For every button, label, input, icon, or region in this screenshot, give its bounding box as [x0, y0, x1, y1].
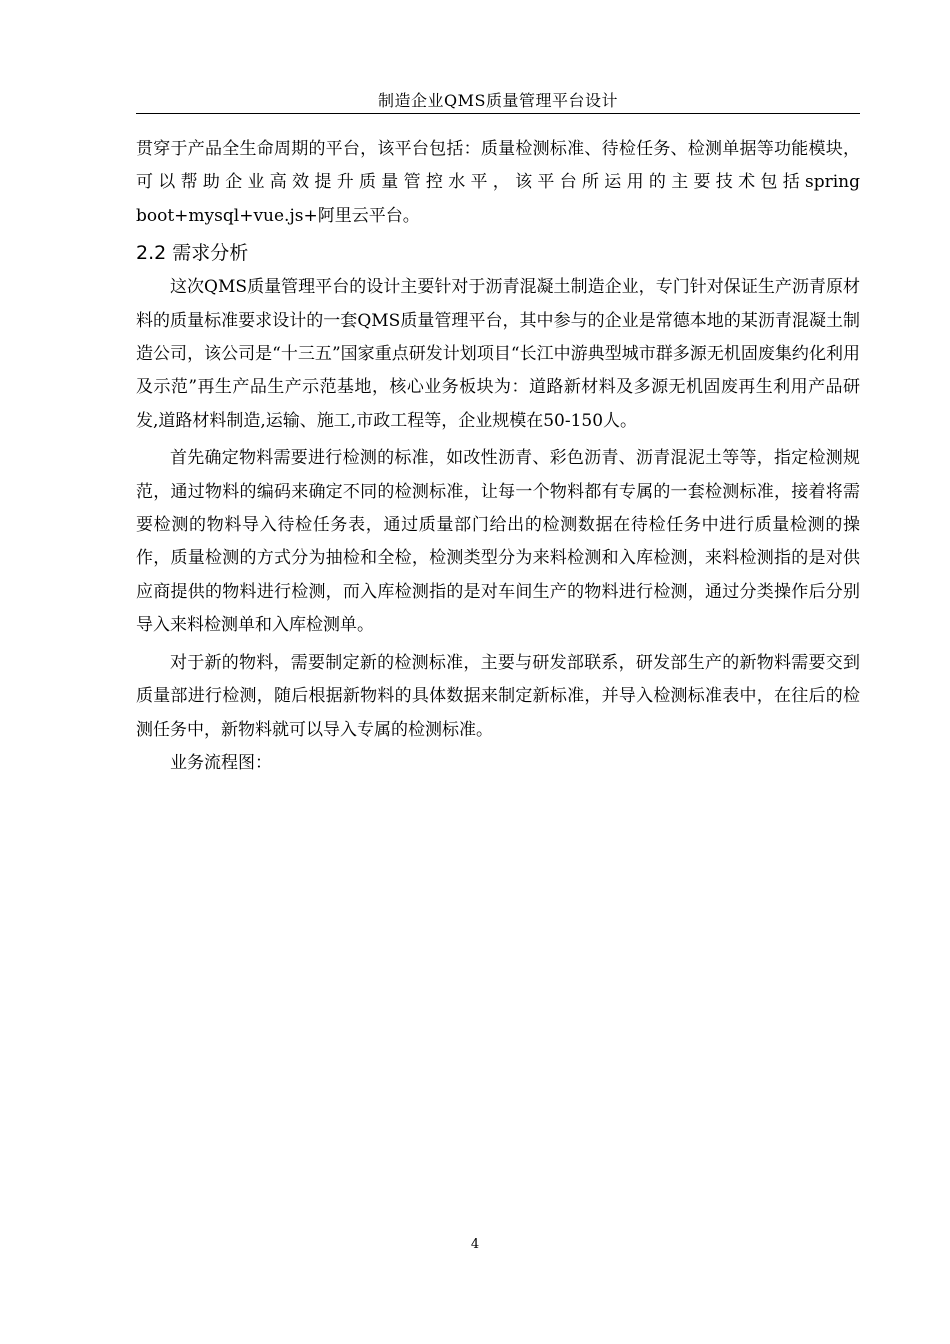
running-header: [136, 89, 860, 114]
section-heading: 2.2 需求分析: [136, 242, 249, 265]
paragraph-project-background: 这次QMS质量管理平台的设计主要针对于沥青混凝土制造企业，专门针对保证生产沥青原材料的质量标准要求设计的一套QMS质量管理平台，其中参与的企业是常德本地的某沥青混凝土制造公司，该公司是“十三五”国家重点研发计划项目“长江中游典型城市群多源无机固废集约化利用及示范”再生产品生产示范基地，核心业务板块为：道路新材料及多源无机固废再生利用产品研发,道路材料制造,运输、施工,市政工程等，企业规模在50-150人。: [136, 277, 860, 431]
running-header-title: 制造企业QMS质量管理平台设计: [378, 91, 618, 110]
page-number: 4: [470, 1237, 480, 1252]
paragraph-inspection-process: 首先确定物料需要进行检测的标准，如改性沥青、彩色沥青、沥青混泥土等等，指定检测规范，通过物料的编码来确定不同的检测标准，让每一个物料都有专属的一套检测标准，接着将需要检测的物料导入待检任务表，通过质量部门给出的检测数据在待检任务中进行质量检测的操作，质量检测的方式分为抽检和全检，检测类型分为来料检测和入库检测，来料检测指的是对供应商提供的物料进行检测，而入库检测指的是对车间生产的物料进行检测，通过分类操作后分别导入来料检测单和入库检测单。: [136, 448, 860, 636]
paragraph-flowchart-label: 业务流程图：: [170, 752, 272, 773]
page-body: [136, 133, 860, 780]
intro-paragraph: 贯穿于产品全生命周期的平台，该平台包括：质量检测标准、待检任务、检测单据等功能模块，可以帮助企业高效提升质量管控水平，该平台所运用的主要技术包括spring boot+mysql+vue.js+阿里云平台。: [136, 139, 860, 226]
paragraph-new-material: 对于新的物料，需要制定新的检测标准，主要与研发部联系，研发部生产的新物料需要交到质量部进行检测，随后根据新物料的具体数据来制定新标准，并导入检测标准表中，在往后的检测任务中，新物料就可以导入专属的检测标准。: [136, 652, 860, 740]
